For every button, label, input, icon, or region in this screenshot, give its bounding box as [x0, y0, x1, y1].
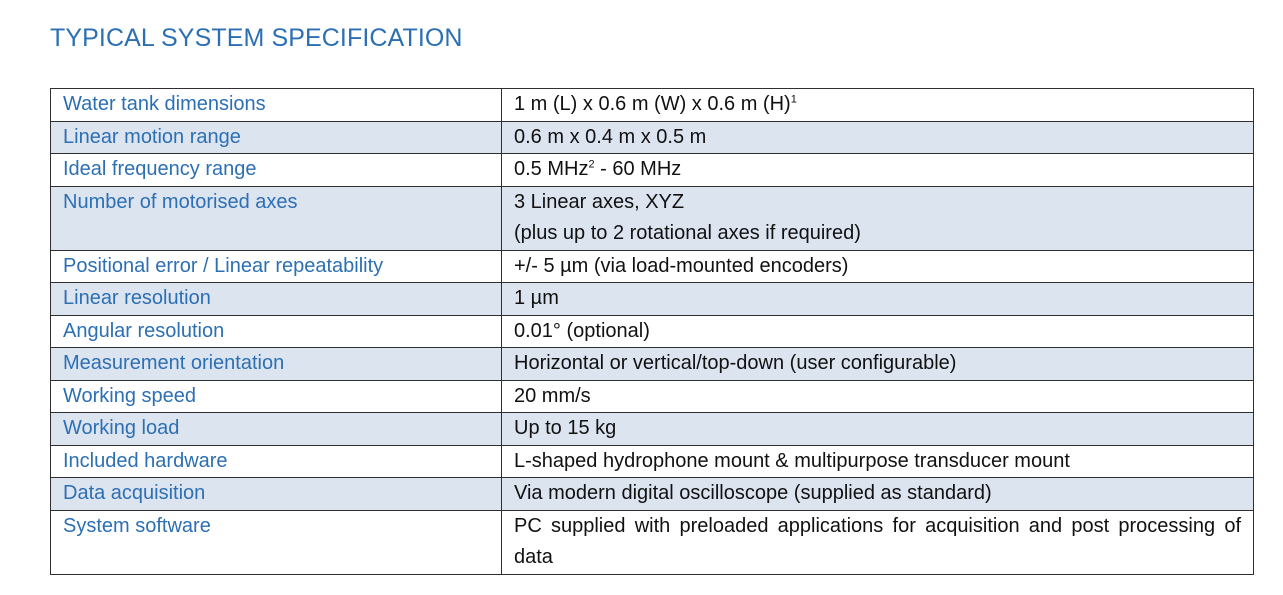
- spec-value-line: (plus up to 2 rotational axes if required): [514, 222, 861, 244]
- spec-value: Up to 15 kg: [502, 413, 1254, 446]
- table-row: [51, 283, 1254, 316]
- spec-value: Horizontal or vertical/top-down (user configurable): [502, 348, 1254, 381]
- spec-label: Included hardware: [51, 445, 502, 478]
- table-row: [51, 380, 1254, 413]
- spec-label: Data acquisition: [51, 478, 502, 511]
- table-row: [51, 315, 1254, 348]
- spec-value: 0.6 m x 0.4 m x 0.5 m: [502, 121, 1254, 154]
- table-row: [51, 413, 1254, 446]
- spec-value-text: 0.5 MHz: [514, 158, 589, 180]
- spec-value: 1 µm: [502, 283, 1254, 316]
- table-row: [51, 478, 1254, 511]
- spec-label: Angular resolution: [51, 315, 502, 348]
- spec-label: Number of motorised axes: [51, 186, 502, 250]
- spec-label: Positional error / Linear repeatability: [51, 250, 502, 283]
- spec-label: System software: [51, 510, 502, 574]
- spec-value: Via modern digital oscilloscope (supplied as standard): [502, 478, 1254, 511]
- spec-value: +/- 5 µm (via load-mounted encoders): [502, 250, 1254, 283]
- spec-value: [502, 89, 1254, 122]
- spec-label: Water tank dimensions: [51, 89, 502, 122]
- specification-table: [50, 88, 1254, 575]
- spec-value: PC supplied with preloaded applications for acquisition and post processing of data: [502, 510, 1254, 574]
- footnote-marker: 2: [588, 158, 595, 171]
- table-row: [51, 186, 1254, 250]
- spec-label: Linear resolution: [51, 283, 502, 316]
- spec-label: Measurement orientation: [51, 348, 502, 381]
- spec-value-text: 1 m (L) x 0.6 m (W) x 0.6 m (H): [514, 93, 791, 115]
- spec-label: Ideal frequency range: [51, 154, 502, 187]
- spec-value: [502, 186, 1254, 250]
- footnote-marker: 1: [790, 93, 797, 106]
- spec-label: Working speed: [51, 380, 502, 413]
- table-row: [51, 121, 1254, 154]
- table-row: [51, 445, 1254, 478]
- spec-label: Working load: [51, 413, 502, 446]
- spec-value-text: - 60 MHz: [594, 158, 682, 180]
- spec-value: L-shaped hydrophone mount & multipurpose transducer mount: [502, 445, 1254, 478]
- spec-value: 0.01° (optional): [502, 315, 1254, 348]
- page-title: TYPICAL SYSTEM SPECIFICATION: [50, 24, 463, 52]
- table-row: [51, 510, 1254, 574]
- spec-value-line: 3 Linear axes, XYZ: [514, 190, 685, 213]
- spec-value: 20 mm/s: [502, 380, 1254, 413]
- table-row: [51, 89, 1254, 122]
- table-row: [51, 348, 1254, 381]
- spec-label: Linear motion range: [51, 121, 502, 154]
- table-row: [51, 154, 1254, 187]
- spec-value: [502, 154, 1254, 187]
- table-row: [51, 250, 1254, 283]
